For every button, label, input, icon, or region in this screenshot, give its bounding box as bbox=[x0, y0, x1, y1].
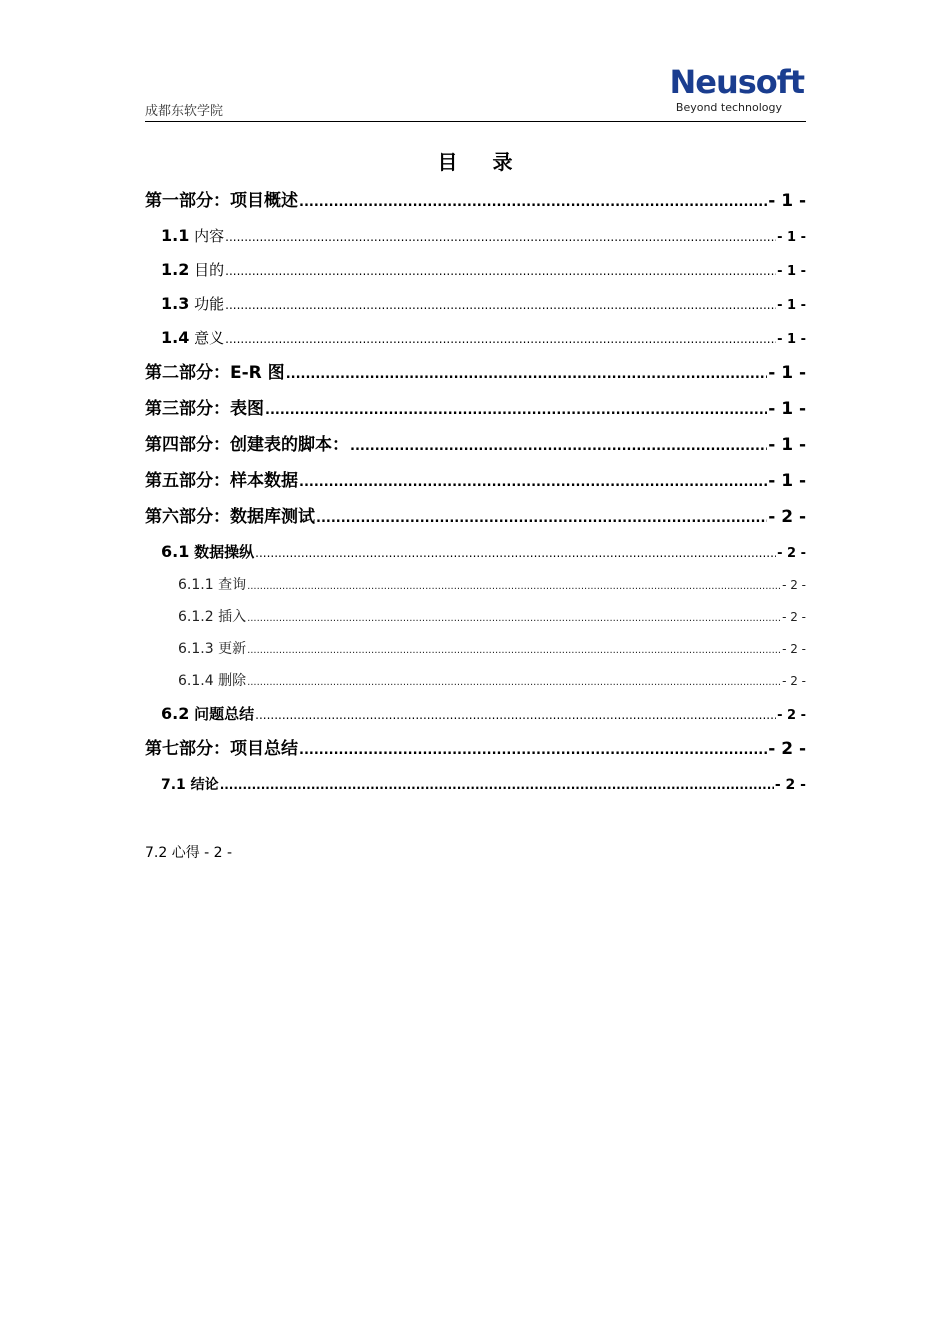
toc-leader-dots bbox=[286, 357, 768, 393]
toc-entry-number: 1.1 bbox=[161, 226, 190, 245]
toc-entry-label: 6.1.4 删除 bbox=[178, 673, 247, 689]
toc-entry[interactable] bbox=[145, 569, 806, 601]
toc-entry-label: 第六部分：数据库测试 bbox=[145, 507, 315, 527]
toc-entry-text: 内容 bbox=[194, 227, 225, 245]
toc-entry-label bbox=[161, 535, 254, 569]
header-divider bbox=[145, 121, 806, 122]
toc-entry-label: 第七部分：项目总结 bbox=[145, 739, 298, 759]
toc-leader-dots bbox=[225, 220, 776, 254]
toc-page-number: - 1 - bbox=[768, 363, 806, 383]
toc-entry[interactable] bbox=[145, 731, 806, 767]
toc-entry[interactable] bbox=[145, 427, 806, 463]
toc-entry[interactable] bbox=[145, 287, 806, 321]
toc-leader-dots bbox=[247, 635, 781, 667]
toc-entry-label bbox=[161, 253, 224, 287]
toc-entry-number: 6.1 bbox=[161, 542, 190, 561]
toc-entry-label bbox=[161, 287, 224, 321]
toc-page-number: - 1 - bbox=[768, 191, 806, 211]
toc-page-number: - 1 - bbox=[768, 471, 806, 491]
toc-leader-dots bbox=[350, 429, 767, 465]
toc-page-number: - 2 - bbox=[768, 739, 806, 759]
toc-leader-dots bbox=[316, 501, 767, 537]
toc-leader-dots bbox=[225, 288, 776, 322]
toc-entry-text: 意义 bbox=[194, 329, 225, 347]
toc-entry[interactable] bbox=[145, 463, 806, 499]
toc-entry-text: 目的 bbox=[194, 261, 225, 279]
toc-entry-text: 问题总结 bbox=[194, 705, 255, 723]
toc-leader-dots bbox=[255, 536, 776, 570]
toc-entry-text: 功能 bbox=[194, 295, 225, 313]
toc-page-number: - 1 - bbox=[777, 332, 806, 347]
toc-page-number: - 2 - bbox=[774, 777, 806, 793]
toc-leader-dots bbox=[299, 185, 767, 221]
toc-entry[interactable] bbox=[145, 253, 806, 287]
toc-title: 目 录 bbox=[437, 150, 527, 174]
toc-entry[interactable] bbox=[145, 321, 806, 355]
toc-page-number: - 1 - bbox=[768, 399, 806, 419]
toc-entry-text: 数据操纵 bbox=[194, 543, 255, 561]
toc-entry[interactable] bbox=[145, 183, 806, 219]
toc-entry[interactable] bbox=[145, 665, 806, 697]
toc-entry[interactable] bbox=[145, 219, 806, 253]
school-name: 成都东软学院 bbox=[145, 104, 224, 119]
toc-entry[interactable] bbox=[145, 601, 806, 633]
toc-page-number: - 1 - bbox=[777, 298, 806, 313]
toc-entry-label: 6.1.3 更新 bbox=[178, 641, 247, 657]
toc-entry-label: 第四部分：创建表的脚本： bbox=[145, 435, 349, 455]
toc-entry-number: 1.3 bbox=[161, 294, 190, 313]
toc-entry-number: 6.2 bbox=[161, 704, 190, 723]
toc-entry[interactable] bbox=[145, 697, 806, 731]
toc-leader-dots bbox=[299, 465, 767, 501]
toc-entry[interactable] bbox=[145, 767, 806, 803]
toc-entry[interactable] bbox=[145, 391, 806, 427]
toc-page-number: - 2 - bbox=[782, 578, 806, 592]
trailing-text: 7.2 心得 - 2 - bbox=[145, 845, 233, 861]
toc-entry-label: 第五部分：样本数据 bbox=[145, 471, 298, 491]
toc-entry-label: 第三部分：表图 bbox=[145, 399, 264, 419]
toc-entry-label: 7.1 结论 bbox=[161, 777, 219, 793]
toc-entry[interactable] bbox=[145, 535, 806, 569]
toc-leader-dots bbox=[247, 667, 781, 699]
toc-entry-label bbox=[161, 219, 224, 253]
toc-leader-dots bbox=[220, 767, 774, 803]
toc-entry-label bbox=[161, 321, 224, 355]
toc-page-number: - 2 - bbox=[768, 507, 806, 527]
logo-wordmark: Neusoft bbox=[669, 63, 804, 101]
table-of-contents bbox=[145, 183, 806, 803]
page-header bbox=[145, 64, 806, 122]
toc-page-number: - 2 - bbox=[782, 674, 806, 688]
toc-leader-dots bbox=[247, 571, 781, 603]
toc-leader-dots bbox=[225, 254, 776, 288]
toc-leader-dots bbox=[247, 603, 781, 635]
logo-tagline: Beyond technology bbox=[675, 101, 782, 114]
toc-entry[interactable] bbox=[145, 633, 806, 665]
toc-page-number: - 2 - bbox=[782, 610, 806, 624]
toc-page-number: - 2 - bbox=[777, 708, 806, 723]
toc-entry-label: 第一部分：项目概述 bbox=[145, 191, 298, 211]
toc-page-number: - 1 - bbox=[777, 230, 806, 245]
toc-entry-label: 第二部分：E-R 图 bbox=[145, 363, 285, 383]
toc-entry-number: 1.2 bbox=[161, 260, 190, 279]
toc-leader-dots bbox=[225, 322, 776, 356]
toc-leader-dots bbox=[265, 393, 767, 429]
toc-leader-dots bbox=[255, 698, 776, 732]
toc-entry-label: 6.1.1 查询 bbox=[178, 577, 247, 593]
toc-entry[interactable] bbox=[145, 499, 806, 535]
toc-page-number: - 1 - bbox=[777, 264, 806, 279]
toc-page-number: - 2 - bbox=[777, 546, 806, 561]
toc-leader-dots bbox=[299, 733, 767, 769]
toc-entry-label bbox=[161, 697, 254, 731]
toc-entry[interactable] bbox=[145, 355, 806, 391]
toc-entry-number: 1.4 bbox=[161, 328, 190, 347]
toc-page-number: - 2 - bbox=[782, 642, 806, 656]
toc-page-number: - 1 - bbox=[768, 435, 806, 455]
toc-entry-label: 6.1.2 插入 bbox=[178, 609, 247, 625]
neusoft-logo bbox=[669, 64, 804, 114]
